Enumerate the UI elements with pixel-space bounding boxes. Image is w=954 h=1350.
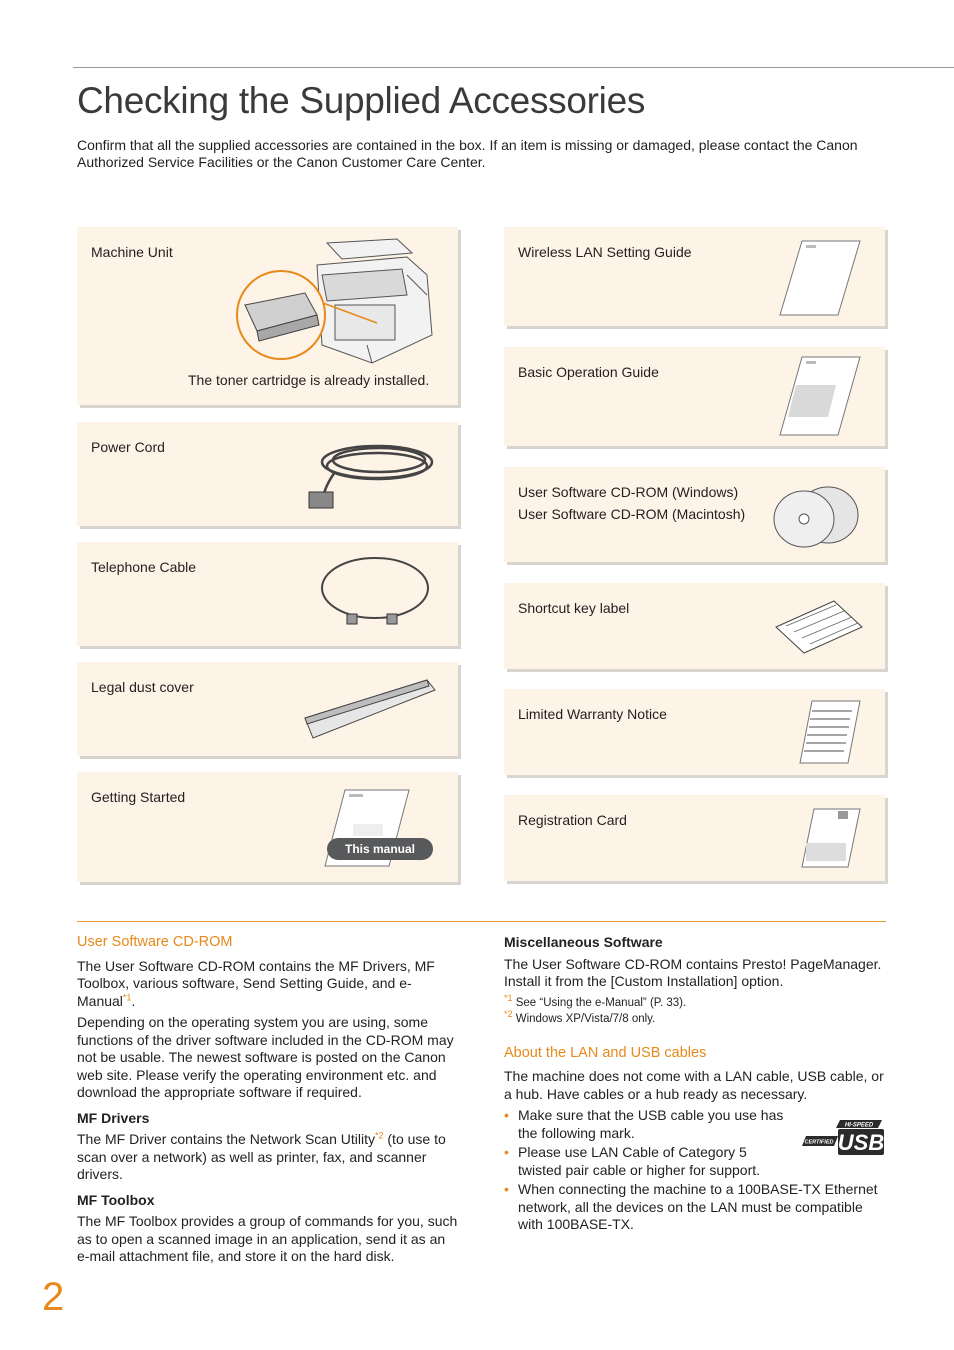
section-rule (77, 921, 886, 922)
footnote-text: Windows XP/Vista/7/8 only. (515, 1012, 656, 1025)
usb-certified-logo (802, 1118, 886, 1161)
card-shortcut-key-label (504, 583, 885, 669)
card-label: Registration Card (518, 812, 627, 828)
card-telephone-cable (77, 542, 458, 646)
card-basic-operation-guide (504, 347, 885, 446)
misc-software-paragraph: The User Software CD-ROM contains Presto! PageManager. Install it from the [Custom Installation] option. (504, 955, 882, 989)
card-label: Power Cord (91, 439, 165, 455)
lan-usb-heading: About the LAN and USB cables (504, 1044, 707, 1061)
card-legal-dust-cover (77, 662, 458, 756)
cdrom-p1-text: The User Software CD-ROM contains the MF Drivers, MF Toolbox, various software, Send Setting Guide, and e-Manual (77, 957, 435, 1009)
bullet-item: • When connecting the machine to a 100BASE-TX Ethernet network, all the devices on the LAN must be compatible with 100BASE-TX. (504, 1181, 888, 1234)
card-power-cord (77, 422, 458, 526)
intro-text: Confirm that all the supplied accessories are contained in the box. If an item is missing or damaged, please contact the Canon Authorized Service Facilities or the Canon Customer Care Center. (77, 137, 858, 170)
mf-drivers-heading: MF Drivers (77, 1109, 150, 1126)
cdrom-windows-label: User Software CD-ROM (Windows) (518, 484, 739, 500)
cdrom-heading: User Software CD-ROM (77, 934, 233, 950)
cdrom-illustration (772, 485, 862, 549)
page-title: Checking the Supplied Accessories (77, 80, 646, 121)
top-rule (73, 67, 954, 68)
usb-logo-main-text: USB (837, 1130, 885, 1155)
toner-caption: The toner cartridge is already installed. (188, 372, 430, 388)
right-text-column (504, 934, 888, 1236)
cdrom-paragraph-2: Depending on the operating system you are using, some functions of the driver software included in the CD-ROM may not be usable. The newest software is posted on the Canon web site. Please verify the operating environment etc. and download the appropriate software if required. (77, 1014, 454, 1100)
card-label: Telephone Cable (91, 559, 197, 575)
warranty-sheet-illustration (796, 699, 862, 765)
telephone-cable-illustration (317, 552, 437, 632)
mf-drivers-paragraph (77, 1131, 461, 1184)
misc-software-heading: Miscellaneous Software (504, 934, 663, 950)
footnote-2 (504, 1008, 888, 1027)
lan-usb-paragraph: The machine does not come with a LAN cable, USB cable, or a hub. Have cables or a hub ready as necessary. (504, 1068, 884, 1102)
left-text-column (77, 934, 461, 1270)
footnote-ref-2: *2 (374, 1130, 384, 1141)
cdrom-p1-end: . (131, 992, 136, 1009)
this-manual-badge: This manual (327, 838, 433, 860)
drivers-text-end: (to use to scan over a network) as well as printer, fax, and scanner drivers. (77, 1131, 446, 1182)
card-label: Wireless LAN Setting Guide (518, 244, 692, 260)
power-cord-illustration (305, 436, 435, 516)
registration-card-illustration (798, 807, 864, 869)
card-getting-started (77, 772, 458, 882)
card-label: Shortcut key label (518, 600, 630, 616)
mf-toolbox-paragraph: The MF Toolbox provides a group of commands for you, such as to open a scanned image in an application, send it as an e-mail attachment file, and store it on the hard disk. (77, 1213, 458, 1264)
card-limited-warranty (504, 689, 885, 775)
footnote-text: See “Using the e-Manual” (P. 33). (515, 996, 687, 1009)
usb-logo-top-text: HI-SPEED (844, 1122, 874, 1129)
usb-logo-side-text: CERTIFIED (804, 1139, 834, 1146)
bullet-item: • Please use LAN Cable of Category 5 twisted pair cable or higher for support. (504, 1144, 794, 1179)
page-number: 2 (42, 1275, 65, 1319)
card-label: Basic Operation Guide (518, 364, 659, 380)
card-registration-card (504, 795, 885, 881)
guide-booklet-illustration (776, 355, 866, 437)
card-machine-unit (77, 227, 458, 405)
card-software-cdrom (504, 467, 885, 562)
footnote-1 (504, 992, 888, 1011)
cdrom-paragraph-1 (77, 958, 461, 1011)
card-label: Getting Started (91, 789, 186, 805)
printer-illustration (227, 235, 437, 365)
footnote-marker: *2 (504, 1008, 513, 1019)
card-label: Limited Warranty Notice (518, 706, 667, 722)
card-wireless-lan-guide (504, 227, 885, 326)
label-sheet-illustration (774, 599, 864, 655)
footnote-marker: *1 (504, 992, 513, 1003)
card-label: Machine Unit (91, 244, 173, 260)
drivers-text-start: The MF Driver contains the Network Scan Utility (77, 1131, 375, 1147)
footnote-ref-1: *1 (122, 991, 132, 1002)
mf-toolbox-heading: MF Toolbox (77, 1191, 155, 1208)
bullet-item: • Make sure that the USB cable you use has the following mark. (504, 1107, 794, 1142)
card-label: Legal dust cover (91, 679, 194, 695)
card-label (518, 481, 745, 525)
cdrom-mac-label: User Software CD-ROM (Macintosh) (518, 506, 746, 522)
dust-cover-illustration (301, 676, 441, 746)
guide-booklet-illustration (776, 239, 866, 317)
